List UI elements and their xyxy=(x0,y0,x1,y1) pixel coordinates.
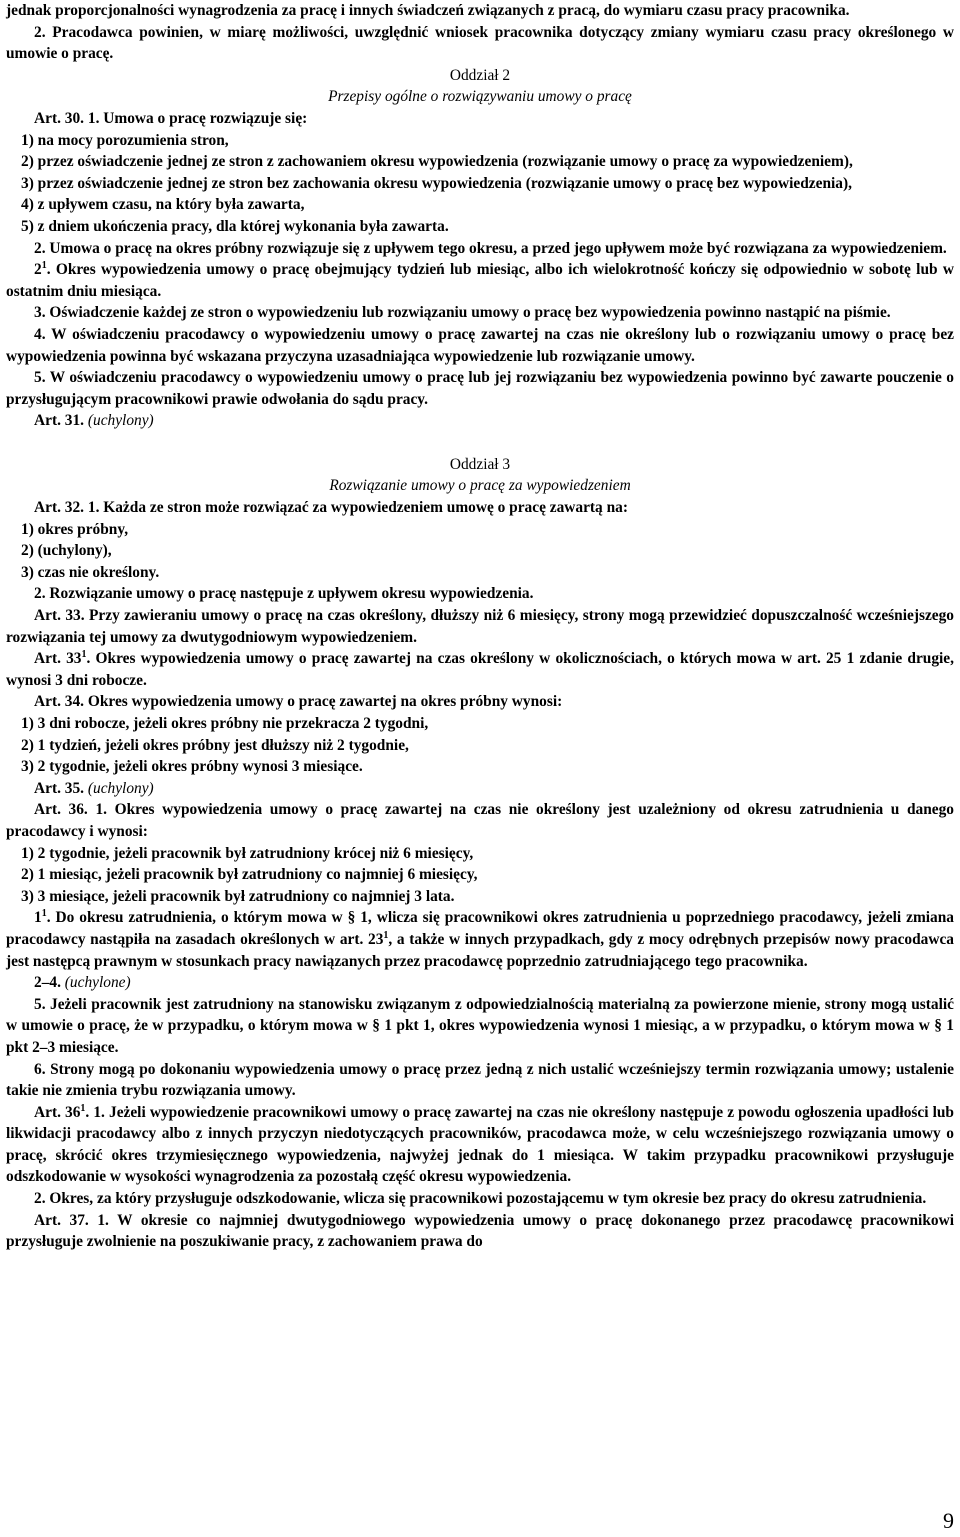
art-30-p3: 3. Oświadczenie każdej ze stron o wypowiedzeniu lub rozwiązaniu umowy o pracę bez wypowiedzenia powinno nastąpić na piśmie. xyxy=(34,304,891,322)
article-label: Art. 31. xyxy=(34,412,85,430)
art-36-p5: 5. Jeżeli pracownik jest zatrudniony na stanowisku związanym z odpowiedzialnością materialną za powierzone mienie, strony mogą ustalić w umowie o pracę, że w przypadku, o którym mowa w § 1 pkt 1, okres wypowiedzenia wynosi 1 miesiąc, a w przypadku, o którym mowa w § 1 pkt 2–3 miesiące. xyxy=(6,995,954,1056)
art-36-p11 xyxy=(6,907,954,972)
section-title: Oddział 2 xyxy=(449,66,511,84)
paragraph-number: 1 xyxy=(34,909,42,927)
art-32-p1 xyxy=(6,497,954,519)
paragraph-text: . Okres wypowiedzenia umowy o pracę obejmujący tydzień lub miesiąc, albo ich wielokrotność kończy się odpowiednio w sobotę lub w ostatnim dniu miesiąca. xyxy=(6,261,954,300)
article-label: Art. 35. xyxy=(34,779,85,797)
list-item: 1) 3 dni robocze, jeżeli okres próbny nie przekracza 2 tygodni, xyxy=(21,715,429,732)
art-35 xyxy=(6,778,954,800)
article-label: Art. 30. xyxy=(34,109,85,127)
art-36-p1 xyxy=(6,799,954,842)
superscript: 1 xyxy=(80,1102,86,1114)
art-33 xyxy=(6,605,954,648)
list-item: 2) przez oświadczenie jednej ze stron z zachowaniem okresu wypowiedzenia (rozwiązanie umowy o pracę za wypowiedzeniem), xyxy=(21,153,853,171)
article-label: Art. 34. xyxy=(34,693,85,711)
list-item: 3) 3 miesiące, jeżeli pracownik był zatrudniony co najmniej 3 lata. xyxy=(21,887,455,905)
list-item: 1) na mocy porozumienia stron, xyxy=(21,131,229,149)
paragraph-text: Przy zawieraniu umowy o pracę na czas określony, dłuższy niż 6 miesięcy, strony mogą przewidzieć dopuszczalność wcześniejszego rozwiązania tej umowy za dwutygodniowym wypowiedzeniem. xyxy=(6,607,955,646)
art-36-p24 xyxy=(6,972,954,994)
paragraph-text: 1. Jeżeli wypowiedzenie pracownikowi umowy o pracę zawartej na czas nie określony następuje z powodu ogłoszenia upadłości lub likwidacji pracodawcy albo z innych przyczyn niedotyczących pracowników, pracodawca może, w celu wcześniejszego rozwiązania umowy o pracę, skrócić okres trzymiesięcznego wypowiedzenia, najwyżej jednak do 1 miesiąca. W takim przypadku pracownikowi przysługuje odszkodowanie w wysokości wynagrodzenia za pozostałą część okresu wypowiedzenia. xyxy=(6,1103,954,1186)
list-item: 1) okres próbny, xyxy=(21,520,129,538)
article-label: Art. 36 xyxy=(34,1103,81,1121)
article-label: Art. 37. xyxy=(34,1211,89,1229)
list-item: 1) 2 tygodnie, jeżeli pracownik był zatrudniony krócej niż 6 miesięcy, xyxy=(21,844,474,862)
paragraph-text: . Okres wypowiedzenia umowy o pracę zawartej na czas określony w okolicznościach, o których mowa w art. 25 1 zdanie drugie, wynosi 3 dni robocze. xyxy=(6,650,954,689)
repealed-note: (uchylony) xyxy=(87,779,154,797)
paragraph-text: 1. W okresie co najmniej dwutygodniowego wypowiedzenia umowy o pracę dokonanego przez pracodawcę pracownikowi przysługuje zwolnienie na poszukiwanie pracy, z zachowaniem prawa do xyxy=(6,1211,954,1251)
art-30-p21 xyxy=(6,259,954,302)
repealed-note: (uchylone) xyxy=(64,974,131,992)
repealed-note: (uchylony) xyxy=(87,412,154,430)
document-page xyxy=(6,0,954,1253)
paragraph-continuation: jednak proporcjonalności wynagrodzenia za pracę i innych świadczeń związanych z pracą, do wymiaru czasu pracy pracownika. xyxy=(6,2,850,19)
paragraph-text: , a także w innych przypadkach, gdy z mocy odrębnych przepisów nowy pracodawca jest następcą prawnym w stosunkach pracy nawiązanych przez pracodawcę poprzednio zatrudniającego tego pracownika. xyxy=(6,930,954,970)
article-label-end: . xyxy=(85,1103,90,1121)
art-36-p6: 6. Strony mogą po dokonaniu wypowiedzenia umowy o pracę przez jedną z nich ustalić wcześniejszy termin rozwiązania umowy; ustalenie takie nie zmienia trybu rozwiązania umowy. xyxy=(6,1060,954,1100)
art-30-p2: 2. Umowa o pracę na okres próbny rozwiązuje się z upływem tego okresu, a przed jego upływem może być rozwiązana za wypowiedzeniem. xyxy=(34,239,947,257)
art-37-p1 xyxy=(6,1210,954,1253)
art-36-1-p1 xyxy=(6,1102,954,1188)
section-subtitle: Rozwiązanie umowy o pracę za wypowiedzeniem xyxy=(329,477,631,495)
paragraph-number: 2 xyxy=(34,261,42,279)
paragraph-text: . Do okresu zatrudnienia, o którym mowa w § 1, wlicza się pracownikowi okres zatrudnienia u poprzedniego pracodawcy, jeżeli zmiana pracodawcy nastąpiła na zasadach określonych w art. 23 xyxy=(6,909,954,948)
art-30-p5: 5. W oświadczeniu pracodawcy o wypowiedzeniu umowy o pracę lub jej rozwiązaniu bez wypowiedzenia powinno być zawarte pouczenie o przysługującym pracownikowi prawie odwołania do sądu pracy. xyxy=(6,369,954,408)
list-item: 2) 1 tydzień, jeżeli okres próbny jest dłuższy niż 2 tygodnie, xyxy=(21,736,409,754)
art-33-1 xyxy=(6,648,954,691)
art-31 xyxy=(6,410,954,432)
superscript: 1 xyxy=(383,929,389,941)
list-item: 3) przez oświadczenie jednej ze stron bez zachowania okresu wypowiedzenia (rozwiązanie umowy o pracę bez wypowiedzenia), xyxy=(21,174,852,192)
list-item: 2) 1 miesiąc, jeżeli pracownik był zatrudniony co najmniej 6 miesięcy, xyxy=(21,866,478,884)
article-label: Art. 36. xyxy=(34,801,88,819)
paragraph-number: 2–4. xyxy=(34,974,61,992)
list-item: 3) 2 tygodnie, jeżeli okres próbny wynosi 3 miesiące. xyxy=(21,758,363,776)
list-item: 2) (uchylony), xyxy=(21,542,112,560)
paragraph-2: 2. Pracodawca powinien, w miarę możliwości, uwzględnić wniosek pracownika dotyczący zmiany wymiaru czasu pracy określonego w umowie o pracę. xyxy=(6,23,954,63)
superscript: 1 xyxy=(41,908,47,920)
superscript: 1 xyxy=(81,649,87,661)
article-label: Art. 33. xyxy=(34,607,85,625)
section-subtitle: Przepisy ogólne o rozwiązywaniu umowy o pracę xyxy=(328,88,632,106)
article-label: Art. 33 xyxy=(34,650,82,668)
article-label: Art. 32. xyxy=(34,499,85,517)
spacer xyxy=(6,432,954,454)
art-30-p4: 4. W oświadczeniu pracodawcy o wypowiedzeniu umowy o pracę zawartej na czas nie określony lub o rozwiązaniu umowy o pracę bez wypowiedzenia powinna być wskazana przyczyna uzasadniająca wypowiedzenie lub rozwiązanie umowy. xyxy=(6,325,954,365)
art-30-p1 xyxy=(6,108,954,130)
paragraph-text: Okres wypowiedzenia umowy o pracę zawartej na okres próbny wynosi: xyxy=(87,693,563,711)
list-item: 4) z upływem czasu, na który była zawarta, xyxy=(21,196,305,214)
art-36-1-p2: 2. Okres, za który przysługuje odszkodowanie, wlicza się pracownikowi pozostającemu w tym okresie bez pracy do okresu zatrudnienia. xyxy=(34,1190,927,1208)
paragraph-text: 1. Okres wypowiedzenia umowy o pracę zawartej na czas nie określony jest uzależniony od okresu zatrudnienia u danego pracodawcy i wynosi: xyxy=(6,801,954,840)
paragraph-text: 1. Każda ze stron może rozwiązać za wypowiedzeniem umowę o pracę zawartą na: xyxy=(87,499,628,517)
superscript: 1 xyxy=(41,260,47,271)
page-number: 9 xyxy=(943,1508,954,1533)
section-title: Oddział 3 xyxy=(449,455,511,473)
list-item: 5) z dniem ukończenia pracy, dla której wykonania była zawarta. xyxy=(21,217,449,235)
art-32-p2: 2. Rozwiązanie umowy o pracę następuje z upływem okresu wypowiedzenia. xyxy=(34,585,534,603)
list-item: 3) czas nie określony. xyxy=(21,563,160,581)
paragraph-text: 1. Umowa o pracę rozwiązuje się: xyxy=(87,109,308,127)
art-34 xyxy=(6,691,954,713)
